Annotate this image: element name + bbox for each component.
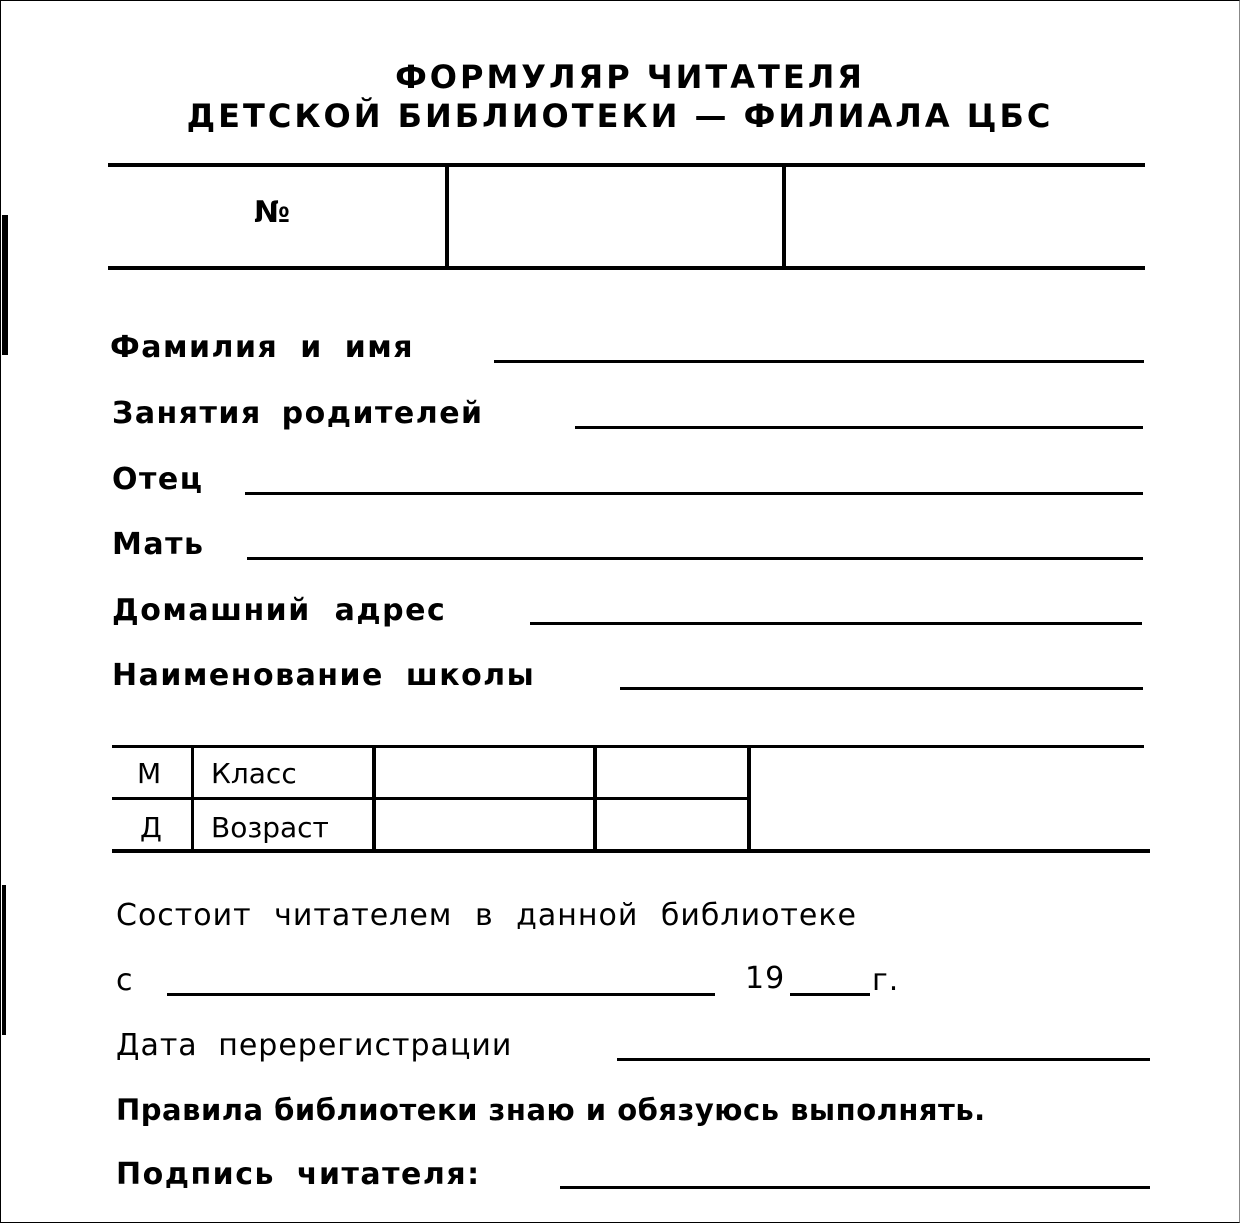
grid-middle	[112, 797, 750, 800]
number-label: №	[254, 195, 292, 230]
grid-extra-field[interactable]	[752, 749, 1144, 848]
mother-label: Мать	[112, 527, 205, 562]
number-box-bottom	[108, 266, 1145, 270]
grid-m-label: М	[137, 757, 162, 790]
margin-mark-bottom	[2, 885, 6, 1035]
membership-text: Состоит читателем в данной библиотеке	[116, 898, 857, 933]
class-field-2[interactable]	[598, 749, 746, 796]
signature-field[interactable]	[560, 1186, 1150, 1189]
grid-d-label: Д	[140, 811, 162, 844]
father-label: Отец	[112, 462, 204, 497]
since-date-field[interactable]	[167, 993, 715, 996]
school-name-field[interactable]	[620, 687, 1143, 690]
grid-divider-2	[372, 747, 376, 851]
number-box-top	[108, 163, 1145, 167]
father-field[interactable]	[245, 492, 1143, 495]
parents-occupation-label: Занятия родителей	[112, 396, 484, 431]
number-box-divider-1	[445, 165, 449, 269]
year-field[interactable]	[790, 993, 870, 996]
signature-label: Подпись читателя:	[116, 1157, 481, 1192]
form-title: ФОРМУЛЯР ЧИТАТЕЛЯ	[395, 58, 865, 96]
grid-divider-4	[747, 747, 751, 851]
form-subtitle: ДЕТСКОЙ БИБЛИОТЕКИ — ФИЛИАЛА ЦБС	[186, 97, 1054, 135]
year-suffix: г.	[872, 963, 900, 998]
rules-text: Правила библиотеки знаю и обязуюсь выполнять.	[116, 1093, 986, 1127]
grid-class-label: Класс	[211, 757, 297, 790]
home-address-field[interactable]	[530, 622, 1142, 625]
class-field-1[interactable]	[377, 749, 592, 796]
age-field-1[interactable]	[377, 801, 592, 848]
grid-top	[112, 745, 1144, 748]
reregistration-label: Дата перерегистрации	[116, 1028, 513, 1063]
number-field-2[interactable]	[788, 168, 1143, 265]
name-label: Фамилия и имя	[110, 330, 415, 365]
name-field[interactable]	[494, 360, 1144, 363]
grid-age-label: Возраст	[211, 811, 329, 844]
grid-divider-1	[191, 747, 194, 851]
parents-occupation-field[interactable]	[575, 426, 1143, 429]
school-name-label: Наименование школы	[112, 658, 536, 693]
number-box-divider-2	[782, 165, 786, 269]
mother-field[interactable]	[247, 557, 1143, 560]
age-field-2[interactable]	[598, 801, 746, 848]
reregistration-field[interactable]	[617, 1058, 1150, 1061]
grid-divider-3	[593, 747, 597, 851]
home-address-label: Домашний адрес	[112, 593, 447, 628]
since-label: с	[116, 963, 134, 998]
year-prefix: 19	[745, 961, 786, 996]
margin-mark-top	[2, 215, 8, 355]
grid-bottom	[112, 849, 1150, 853]
number-field-1[interactable]	[450, 168, 780, 265]
